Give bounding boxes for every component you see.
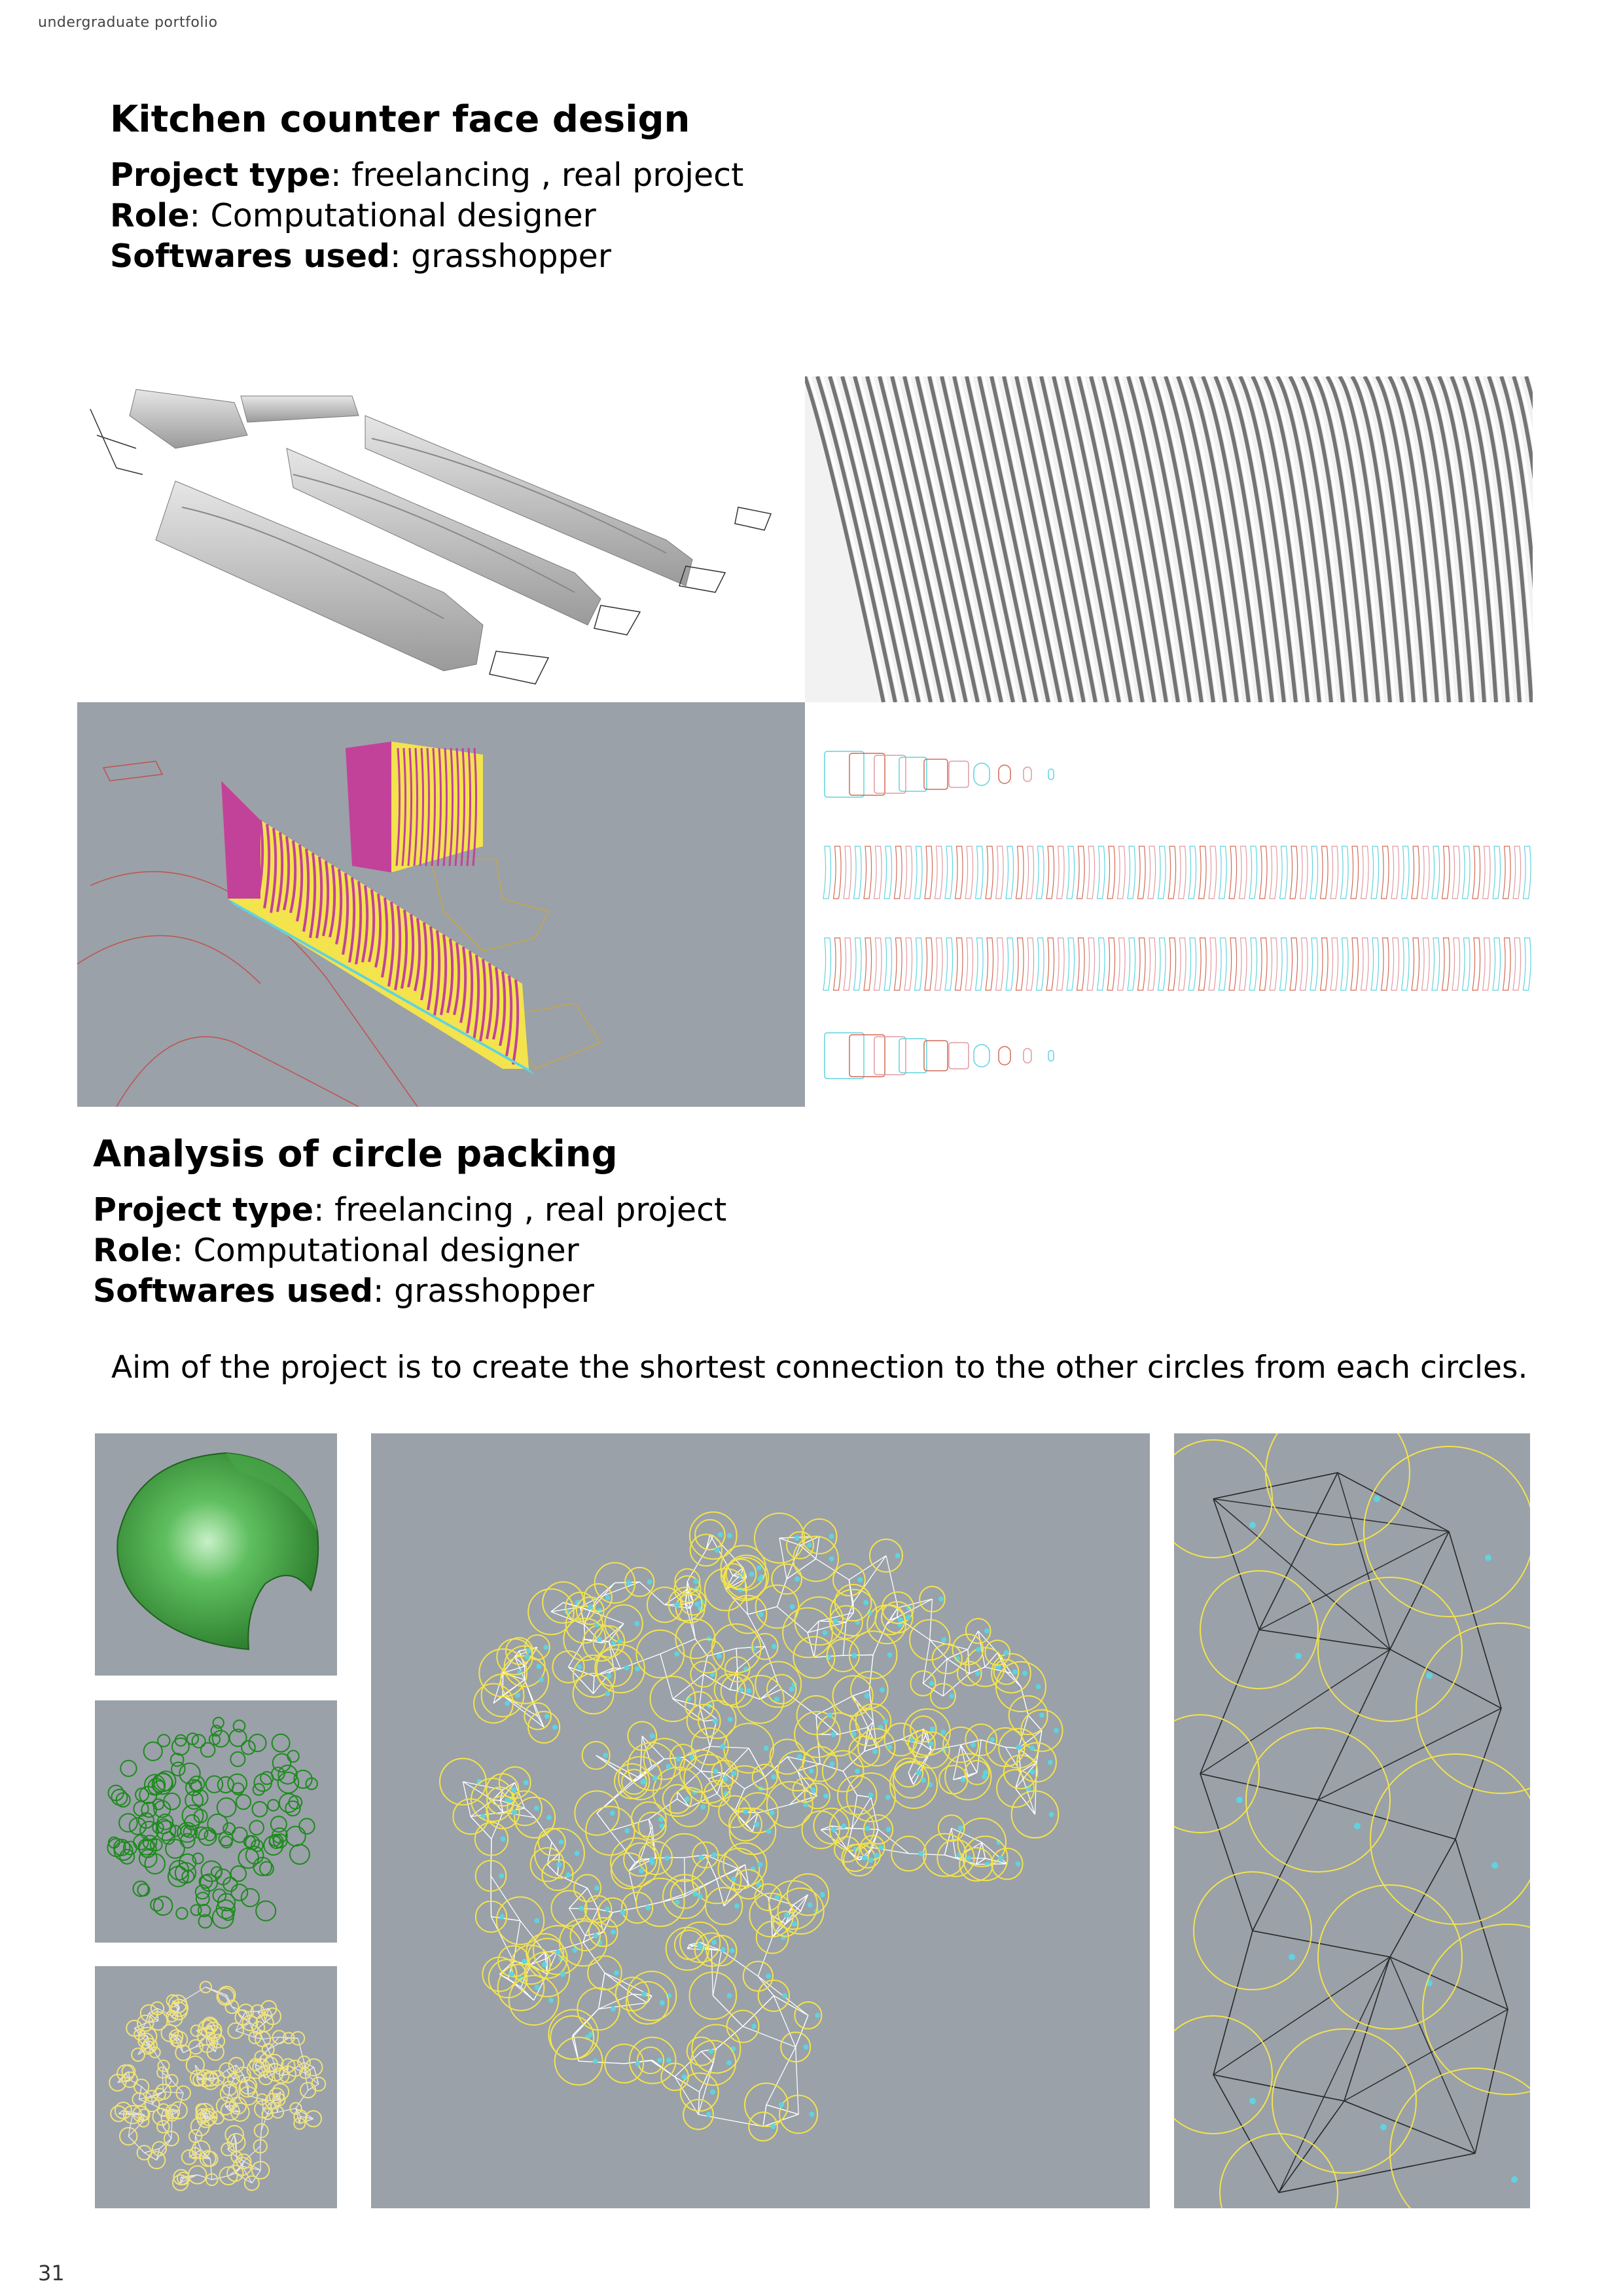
software-label: Softwares used [110,238,391,275]
header-label: undergraduate portfolio [38,14,218,31]
project-type-line-2 [93,1190,726,1230]
section-1-title: Kitchen counter face design [110,98,690,141]
role-label: Role [110,197,190,234]
role-value-2: : Computational designer [172,1232,579,1269]
software-value-2: : grasshopper [373,1272,594,1310]
slat-closeup-image [805,376,1533,702]
software-label-2: Softwares used [93,1272,374,1310]
project-type-label-2: Project type [93,1191,313,1229]
software-value: : grasshopper [390,238,611,275]
role-line [110,196,743,236]
software-line [110,236,743,277]
project-aim-text: Aim of the project is to create the shortest connection to the other circles from each circles. [111,1350,1528,1386]
software-line-2 [93,1271,726,1312]
project-type-value: : freelancing , real project [330,156,744,194]
counter-viewport-image [77,702,805,1107]
green-dome-thumbnail [95,1433,337,1676]
project-type-line [110,155,743,196]
section-1-meta [110,155,743,277]
circle-packing-closeup-image [1174,1433,1530,2208]
cut-outlines-image [805,702,1533,1107]
role-label-2: Role [93,1232,173,1269]
role-value: : Computational designer [189,197,596,234]
role-line-2 [93,1230,726,1271]
project-type-label: Project type [110,156,330,194]
section-2-title: Analysis of circle packing [93,1133,618,1175]
counter-render-image [77,376,805,702]
page-number: 31 [38,2261,65,2286]
yellow-circle-pack-thumbnail [95,1966,337,2208]
project-type-value-2: : freelancing , real project [313,1191,727,1229]
section-2-meta [93,1190,726,1312]
green-circle-pack-thumbnail [95,1700,337,1943]
circle-packing-main-image [371,1433,1150,2208]
